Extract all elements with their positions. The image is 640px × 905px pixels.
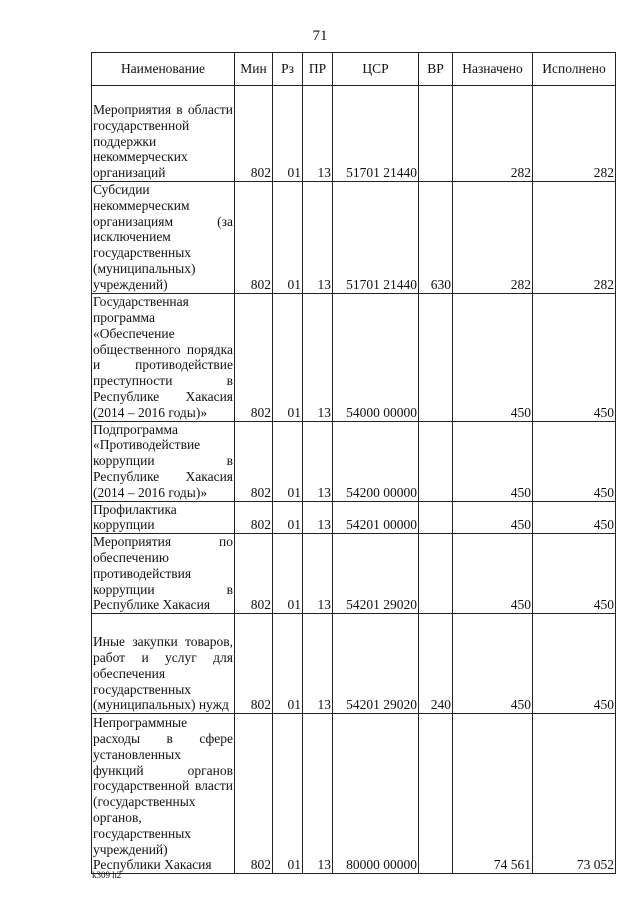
row-assigned: 450 — [453, 614, 533, 714]
row-assigned: 74 561 — [453, 714, 533, 874]
row-pr: 13 — [303, 614, 333, 714]
row-rz: 01 — [273, 614, 303, 714]
row-name: Подпрограмма «Противодействие коррупции в Республике Хакасия (2014 – 2016 годы)» — [93, 421, 233, 500]
row-name: Государственная программа «Обеспечение общественного порядка и противодействие преступности в Республике Хакасия (2014 – 2016 годы)» — [93, 294, 233, 420]
row-rz: 01 — [273, 86, 303, 182]
header-vr: ВР — [419, 53, 453, 86]
header-executed: Исполнено — [533, 53, 616, 86]
row-min: 802 — [235, 293, 273, 421]
row-csr: 54000 00000 — [333, 293, 419, 421]
row-min: 802 — [235, 421, 273, 501]
row-min: 802 — [235, 86, 273, 182]
row-name: Непрограммные расходы в сфере установленных функций органов государственной власти (государственных органов, государственных учреждений) Республики Хакасия — [93, 715, 233, 873]
row-executed: 450 — [533, 421, 616, 501]
row-executed: 450 — [533, 534, 616, 614]
row-rz: 01 — [273, 501, 303, 534]
row-executed: 450 — [533, 501, 616, 534]
row-rz: 01 — [273, 421, 303, 501]
row-name: Профилактика коррупции — [92, 501, 235, 534]
row-name: Иные закупки товаров, работ и услуг для обеспечения государственных (муниципальных) нужд — [92, 614, 235, 714]
row-assigned: 450 — [453, 501, 533, 534]
row-assigned: 282 — [453, 182, 533, 294]
row-pr: 13 — [303, 714, 333, 874]
row-vr — [419, 293, 453, 421]
table-row — [92, 534, 616, 614]
table-row — [92, 293, 616, 421]
row-csr: 54201 29020 — [333, 534, 419, 614]
header-csr: ЦСР — [333, 53, 419, 86]
table-header-row — [92, 53, 616, 86]
row-vr — [419, 421, 453, 501]
row-assigned: 450 — [453, 293, 533, 421]
footer-code: k309 h2 — [92, 870, 122, 880]
row-vr — [419, 534, 453, 614]
row-rz: 01 — [273, 293, 303, 421]
row-vr — [419, 501, 453, 534]
row-min: 802 — [235, 534, 273, 614]
header-name: Наименование — [92, 53, 235, 86]
row-vr: 630 — [419, 182, 453, 294]
row-vr — [419, 714, 453, 874]
budget-table — [91, 52, 616, 874]
row-executed: 450 — [533, 293, 616, 421]
header-assigned: Назначено — [453, 53, 533, 86]
row-csr: 54201 29020 — [333, 614, 419, 714]
row-min: 802 — [235, 614, 273, 714]
row-pr: 13 — [303, 293, 333, 421]
row-executed: 282 — [533, 182, 616, 294]
row-csr: 51701 21440 — [333, 86, 419, 182]
row-assigned: 450 — [453, 534, 533, 614]
row-assigned: 282 — [453, 86, 533, 182]
row-pr: 13 — [303, 86, 333, 182]
row-pr: 13 — [303, 421, 333, 501]
table-row — [92, 86, 616, 182]
row-executed: 73 052 — [533, 714, 616, 874]
row-pr: 13 — [303, 501, 333, 534]
row-name: Мероприятия в области государственной поддержки некоммерческих организаций — [92, 86, 235, 182]
table-row — [92, 421, 616, 501]
page-number: 71 — [312, 28, 328, 44]
row-executed: 450 — [533, 614, 616, 714]
row-min: 802 — [235, 714, 273, 874]
row-vr — [419, 86, 453, 182]
row-pr: 13 — [303, 182, 333, 294]
row-csr: 51701 21440 — [333, 182, 419, 294]
row-name: Мероприятия по обеспечению противодействия коррупции в Республике Хакасия — [93, 534, 233, 613]
row-name: Субсидии некоммерческим организациям (за исключением государственных (муниципальных) учреждений) — [93, 182, 233, 292]
row-executed: 282 — [533, 86, 616, 182]
row-rz: 01 — [273, 534, 303, 614]
header-pr: ПР — [303, 53, 333, 86]
row-csr: 54201 00000 — [333, 501, 419, 534]
row-min: 802 — [235, 501, 273, 534]
row-pr: 13 — [303, 534, 333, 614]
header-min: Мин — [235, 53, 273, 86]
row-csr: 80000 00000 — [333, 714, 419, 874]
table-row — [92, 714, 616, 874]
row-vr: 240 — [419, 614, 453, 714]
table-row — [92, 501, 616, 534]
header-rz: Рз — [273, 53, 303, 86]
row-min: 802 — [235, 182, 273, 294]
row-assigned: 450 — [453, 421, 533, 501]
table-row — [92, 182, 616, 294]
table-row — [92, 614, 616, 714]
row-rz: 01 — [273, 182, 303, 294]
row-rz: 01 — [273, 714, 303, 874]
row-csr: 54200 00000 — [333, 421, 419, 501]
